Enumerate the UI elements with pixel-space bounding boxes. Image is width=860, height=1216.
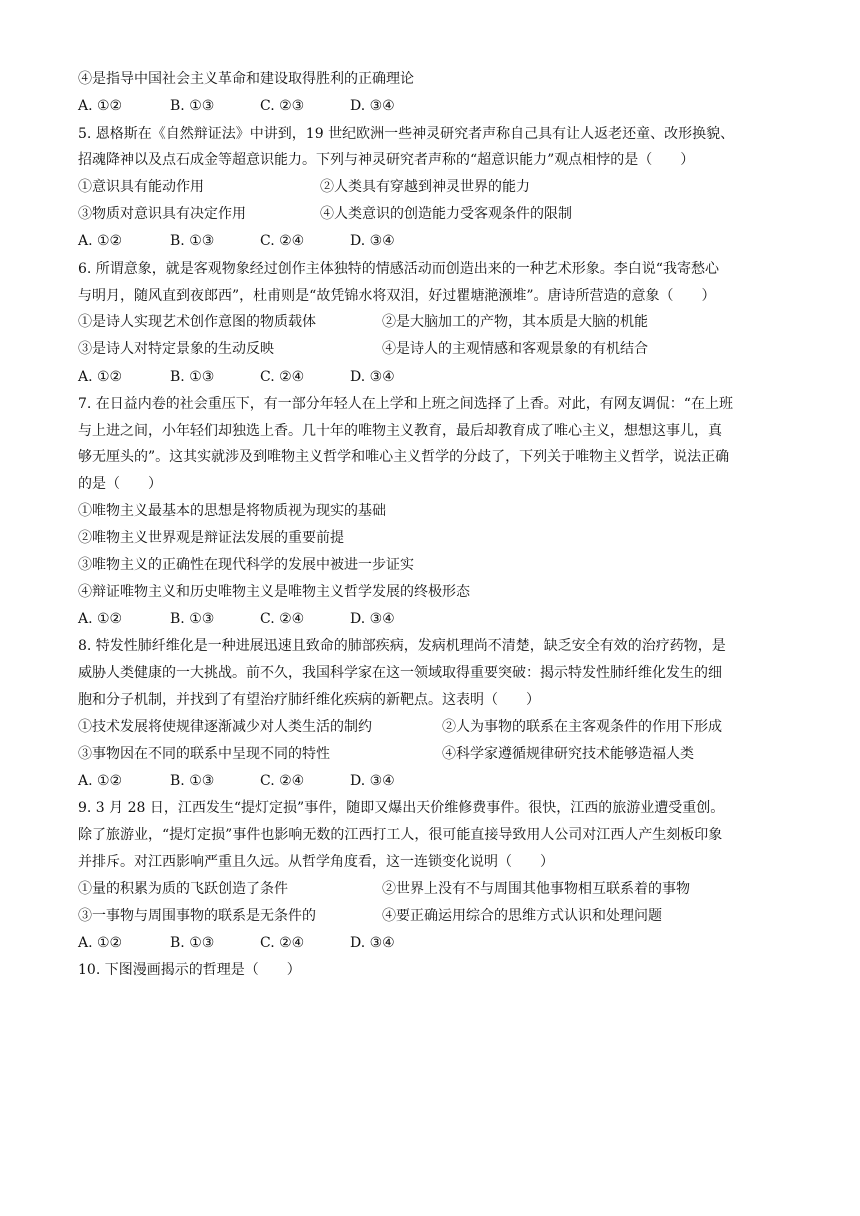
q7-option-3: ③唯物主义的正确性在现代科学的发展中被进一步证实 bbox=[78, 557, 414, 573]
q9-stem-line-3: 并排斥。对江西影响严重且久远。从哲学角度看，这一连锁变化说明（ ） bbox=[78, 854, 554, 870]
q6-options-row-1 bbox=[78, 313, 798, 331]
choice-d[interactable]: D. ③④ bbox=[350, 773, 395, 789]
choice-c[interactable]: C. ②④ bbox=[260, 611, 305, 627]
q8-stem-line-1: 8. 特发性肺纤维化是一种进展迅速且致命的肺部疾病，发病机理尚不清楚，缺乏安全有效的治疗药物，是 bbox=[78, 638, 726, 654]
choice-b[interactable]: B. ①③ bbox=[170, 369, 215, 385]
q6-option-2: ②是大脑加工的产物，其本质是大脑的机能 bbox=[382, 314, 648, 330]
choice-b[interactable]: B. ①③ bbox=[170, 611, 215, 627]
q6-stem-line-1: 6. 所谓意象，就是客观物象经过创作主体独特的情感活动而创造出来的一种艺术形象。李白说“我寄愁心 bbox=[78, 261, 719, 277]
choice-c[interactable]: C. ②④ bbox=[260, 935, 305, 951]
q9-option-4: ④要正确运用综合的思维方式认识和处理问题 bbox=[382, 908, 662, 924]
q6-option-1: ①是诗人实现艺术创作意图的物质载体 bbox=[78, 314, 316, 330]
q7-option-2: ②唯物主义世界观是辩证法发展的重要前提 bbox=[78, 530, 344, 546]
q7-option-4: ④辩证唯物主义和历史唯物主义是唯物主义哲学发展的终极形态 bbox=[78, 584, 470, 600]
q4-option-4: ④是指导中国社会主义革命和建设取得胜利的正确理论 bbox=[78, 71, 414, 87]
q5-options-row-2 bbox=[78, 205, 798, 223]
q8-options-row-1 bbox=[78, 718, 798, 736]
q6-option-4: ④是诗人的主观情感和客观景象的有机结合 bbox=[382, 341, 648, 357]
choice-d[interactable]: D. ③④ bbox=[350, 369, 395, 385]
choice-a[interactable]: A. ①② bbox=[78, 233, 123, 249]
q5-stem-line-2: 招魂降神以及点石成金等超意识能力。下列与神灵研究者声称的“超意识能力”观点相悖的是（ ） bbox=[78, 152, 695, 168]
q8-option-2: ②人为事物的联系在主客观条件的作用下形成 bbox=[442, 719, 722, 735]
choice-c[interactable]: C. ②④ bbox=[260, 369, 305, 385]
q9-option-1: ①量的积累为质的飞跃创造了条件 bbox=[78, 881, 288, 897]
q5-options-row-1 bbox=[78, 178, 798, 196]
q10-stem: 10. 下图漫画揭示的哲理是（ ） bbox=[78, 962, 301, 978]
q7-stem-line-4: 的是（ ） bbox=[78, 476, 162, 492]
choice-c[interactable]: C. ②④ bbox=[260, 773, 305, 789]
q9-options-row-1 bbox=[78, 880, 798, 898]
q5-option-4: ④人类意识的创造能力受客观条件的限制 bbox=[320, 206, 572, 222]
q9-options-row-2 bbox=[78, 907, 798, 925]
choice-d[interactable]: D. ③④ bbox=[350, 611, 395, 627]
choice-d[interactable]: D. ③④ bbox=[350, 935, 395, 951]
q8-option-3: ③事物因在不同的联系中呈现不同的特性 bbox=[78, 746, 330, 762]
q8-stem-line-2: 威胁人类健康的一大挑战。前不久，我国科学家在这一领域取得重要突破：揭示特发性肺纤维化发生的细 bbox=[78, 665, 722, 681]
q8-options-row-2 bbox=[78, 745, 798, 763]
q6-options-row-2 bbox=[78, 340, 798, 358]
q9-stem-line-2: 除了旅游业，“提灯定损”事件也影响无数的江西打工人，很可能直接导致用人公司对江西人产生刻板印象 bbox=[78, 827, 723, 843]
choice-a[interactable]: A. ①② bbox=[78, 611, 123, 627]
q8-option-4: ④科学家遵循规律研究技术能够造福人类 bbox=[442, 746, 694, 762]
q8-stem-line-3: 胞和分子机制，并找到了有望治疗肺纤维化疾病的新靶点。这表明（ ） bbox=[78, 692, 540, 708]
choice-d[interactable]: D. ③④ bbox=[350, 233, 395, 249]
choice-b[interactable]: B. ①③ bbox=[170, 935, 215, 951]
q7-stem-line-3: 够无厘头的”。这其实就涉及到唯物主义哲学和唯心主义哲学的分歧了，下列关于唯物主义哲学，说法正确 bbox=[78, 449, 730, 465]
q7-option-1: ①唯物主义最基本的思想是将物质视为现实的基础 bbox=[78, 503, 386, 519]
choice-b[interactable]: B. ①③ bbox=[170, 98, 215, 114]
q5-option-1: ①意识具有能动作用 bbox=[78, 179, 204, 195]
choice-b[interactable]: B. ①③ bbox=[170, 233, 215, 249]
q5-stem-line-1: 5. 恩格斯在《自然辩证法》中讲到，19 世纪欧洲一些神灵研究者声称自己具有让人返老还童、改形换貌、 bbox=[78, 126, 735, 142]
choice-a[interactable]: A. ①② bbox=[78, 935, 123, 951]
choice-c[interactable]: C. ②④ bbox=[260, 233, 305, 249]
q6-option-3: ③是诗人对特定景象的生动反映 bbox=[78, 341, 274, 357]
q5-option-2: ②人类具有穿越到神灵世界的能力 bbox=[320, 179, 530, 195]
q5-option-3: ③物质对意识具有决定作用 bbox=[78, 206, 246, 222]
choice-a[interactable]: A. ①② bbox=[78, 773, 123, 789]
q9-option-3: ③一事物与周围事物的联系是无条件的 bbox=[78, 908, 316, 924]
choice-a[interactable]: A. ①② bbox=[78, 98, 123, 114]
q9-stem-line-1: 9. 3 月 28 日，江西发生“提灯定损”事件，随即又爆出天价维修费事件。很快，江西的旅游业遭受重创。 bbox=[78, 800, 725, 816]
q6-stem-line-2: 与明月，随风直到夜郎西”，杜甫则是“故凭锦水将双泪，好过瞿塘滟滪堆”。唐诗所营造的意象（ ） bbox=[78, 288, 716, 304]
q7-stem-line-2: 与上进之间，小年轻们却独选上香。几十年的唯物主义教育，最后却教育成了唯心主义，想想这事儿，真 bbox=[78, 423, 722, 439]
choice-b[interactable]: B. ①③ bbox=[170, 773, 215, 789]
choice-c[interactable]: C. ②③ bbox=[260, 98, 305, 114]
choice-a[interactable]: A. ①② bbox=[78, 369, 123, 385]
q9-option-2: ②世界上没有不与周围其他事物相互联系着的事物 bbox=[382, 881, 690, 897]
choice-d[interactable]: D. ③④ bbox=[350, 98, 395, 114]
q8-option-1: ①技术发展将使规律逐渐减少对人类生活的制约 bbox=[78, 719, 372, 735]
q7-stem-line-1: 7. 在日益内卷的社会重压下，有一部分年轻人在上学和上班之间选择了上香。对此，有网友调侃：“在上班 bbox=[78, 396, 733, 412]
